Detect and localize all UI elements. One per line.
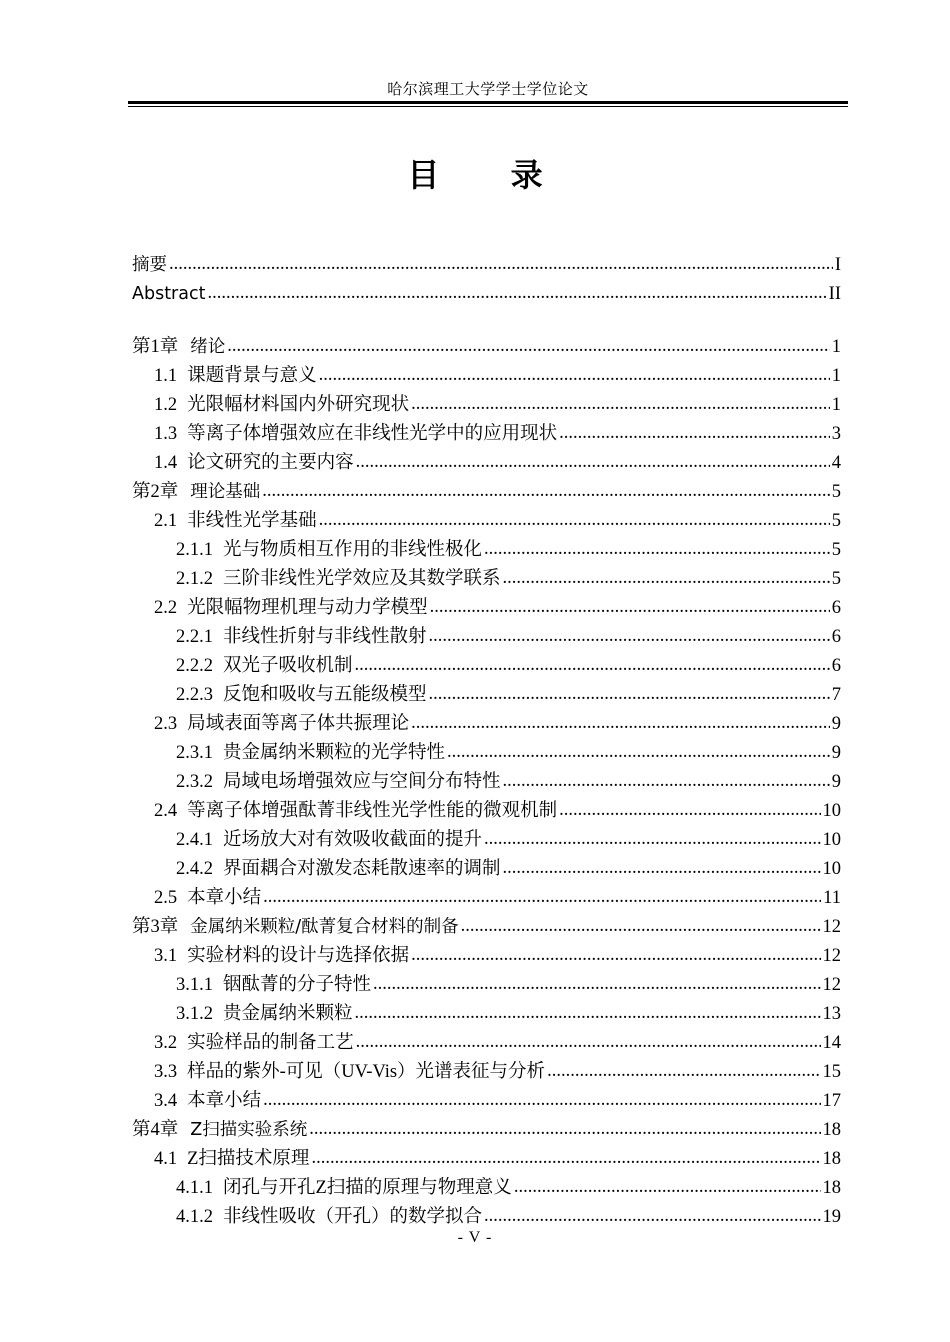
toc-entry-page: I (834, 255, 841, 275)
toc-entry-page: 14 (822, 1033, 841, 1053)
toc-entry-number: 2.2.2 (176, 656, 213, 676)
toc-entry-number: 3.1 (154, 946, 178, 966)
toc-entry-label (154, 1029, 354, 1058)
dot-leader (263, 1086, 820, 1115)
toc-entry[interactable] (132, 971, 841, 1000)
toc-entry-page: 3 (831, 424, 841, 444)
toc-entry-label (154, 884, 261, 913)
toc-entry-number: 4.1.1 (176, 1178, 213, 1198)
toc-entry-number: 3.2 (154, 1033, 178, 1053)
dot-leader (461, 912, 821, 941)
toc-entry-label (132, 251, 167, 280)
dot-leader (356, 448, 830, 477)
toc-entry[interactable] (132, 768, 841, 797)
header-rule-thick (128, 101, 848, 104)
page-number: - V - (457, 1229, 493, 1246)
toc-entry-label (176, 826, 482, 855)
toc-entry[interactable] (132, 710, 841, 739)
toc-entry-title: 光限幅材料国内外研究现状 (187, 395, 410, 415)
dot-leader (373, 970, 820, 999)
dot-leader (429, 680, 830, 709)
toc-entry-label (132, 1116, 307, 1145)
dot-leader (484, 1202, 820, 1231)
dot-leader (411, 709, 830, 738)
toc-entry-number: 2.3.2 (176, 772, 213, 792)
toc-entry[interactable] (132, 1145, 841, 1174)
toc-entry-title: 等离子体增强酞菁非线性光学性能的微观机制 (187, 801, 558, 821)
toc-entry-number: 2.4 (154, 801, 178, 821)
toc-entry[interactable] (132, 623, 841, 652)
toc-entry[interactable] (132, 362, 841, 391)
dot-leader (356, 1028, 821, 1057)
dot-leader (484, 535, 830, 564)
toc-entry-page: 10 (822, 801, 841, 821)
toc-entry[interactable] (132, 565, 841, 594)
toc-entry-title: 实验样品的制备工艺 (187, 1033, 354, 1053)
toc-entry-page: 5 (831, 569, 841, 589)
toc-entry[interactable] (132, 681, 841, 710)
dot-leader (514, 1173, 821, 1202)
toc-entry-page: 18 (822, 1120, 841, 1140)
dot-leader (207, 279, 826, 308)
toc-entry-page: 1 (831, 366, 841, 386)
toc-entry-label (154, 1145, 309, 1174)
dot-leader (355, 999, 821, 1028)
toc-entry-page: 17 (822, 1091, 841, 1111)
toc-entry-label (176, 768, 501, 797)
toc-entry-page: 5 (831, 540, 841, 560)
toc-entry[interactable] (132, 1174, 841, 1203)
dot-leader (263, 883, 821, 912)
toc-entry-label (132, 280, 205, 309)
toc-entry-title: 界面耦合对激发态耗散速率的调制 (223, 859, 501, 879)
toc-entry-page: 13 (822, 1004, 841, 1024)
toc-entry-label (176, 652, 353, 681)
toc-entry-label (132, 478, 260, 507)
toc-entry-title: 论文研究的主要内容 (187, 453, 354, 473)
toc-entry-label (154, 420, 557, 449)
toc-entry[interactable] (132, 594, 841, 623)
toc-entry-page: 9 (831, 743, 841, 763)
dot-leader (319, 361, 830, 390)
toc-entry-page: 5 (831, 511, 841, 531)
header-rule-thin (128, 106, 848, 107)
toc-entry-number: 3.1.2 (176, 1004, 213, 1024)
toc-entry[interactable] (132, 280, 841, 309)
dot-leader (311, 1144, 820, 1173)
toc-entry-number: 2.1 (154, 511, 178, 531)
dot-leader (503, 854, 821, 883)
toc-entry-page: 12 (822, 946, 841, 966)
toc-entry[interactable] (132, 420, 841, 449)
toc-entry-number: 3.3 (154, 1062, 178, 1082)
toc-entry-number: 2.2.1 (176, 627, 213, 647)
toc-entry-number: 1.2 (154, 395, 178, 415)
toc-entry-label (132, 913, 459, 942)
toc-entry-title: Z扫描技术原理 (187, 1149, 310, 1169)
toc-entry[interactable] (132, 478, 841, 507)
dot-leader (484, 825, 820, 854)
toc-entry-label (154, 594, 428, 623)
toc-entry-page: 5 (831, 482, 841, 502)
dot-leader (411, 390, 830, 419)
toc-entry-page: 6 (831, 656, 841, 676)
dot-leader (447, 738, 830, 767)
toc-entry-page: 19 (822, 1207, 841, 1227)
toc-entry-page: 10 (822, 830, 841, 850)
dot-leader (309, 1115, 820, 1144)
toc-entry-number: 2.4.2 (176, 859, 213, 879)
toc-entry-label (176, 855, 501, 884)
toc-entry-number: 2.2.3 (176, 685, 213, 705)
toc-entry-title: 局域表面等离子体共振理论 (187, 714, 410, 734)
toc-entry-number: 第1章 (132, 337, 179, 357)
toc-entry-page: 11 (823, 888, 841, 908)
toc-entry-page: II (828, 284, 841, 304)
toc-entry[interactable] (132, 391, 841, 420)
dot-leader (430, 593, 830, 622)
toc-entry-title: Abstract (132, 284, 206, 304)
toc-entry-title: 摘要 (132, 255, 167, 275)
dot-leader (227, 332, 829, 361)
dot-leader (559, 796, 820, 825)
toc-entry[interactable] (132, 536, 841, 565)
toc-entry-title: 贵金属纳米颗粒的光学特性 (223, 743, 446, 763)
toc-entry[interactable] (132, 251, 841, 280)
toc-entry-page: 15 (822, 1062, 841, 1082)
toc-entry-label (176, 565, 501, 594)
toc-entry-label (176, 681, 427, 710)
toc-entry-label (176, 1000, 353, 1029)
toc-entry-label (176, 536, 482, 565)
toc-entry-title: 等离子体增强效应在非线性光学中的应用现状 (187, 424, 558, 444)
toc-entry[interactable] (132, 855, 841, 884)
toc-entry-title: 理论基础 (190, 482, 261, 502)
dot-leader (169, 250, 833, 279)
toc-entry[interactable] (132, 652, 841, 681)
toc-entry-title: Z扫描实验系统 (190, 1120, 308, 1140)
toc-entry-page: 12 (822, 975, 841, 995)
toc-entry[interactable] (132, 1087, 841, 1116)
toc-entry-page: 7 (831, 685, 841, 705)
toc-entry-number: 1.1 (154, 366, 178, 386)
toc-entry-page: 6 (831, 598, 841, 618)
toc-entry-label (154, 391, 409, 420)
dot-leader (411, 941, 820, 970)
toc-entry[interactable] (132, 1029, 841, 1058)
toc-entry-page: 12 (822, 917, 841, 937)
toc-entry-label (176, 971, 371, 1000)
toc-entry-title: 非线性吸收（开孔）的数学拟合 (223, 1207, 483, 1227)
toc-entry-label (154, 1058, 545, 1087)
toc-entry-label (176, 623, 427, 652)
dot-leader (503, 564, 830, 593)
toc-entry-label (154, 797, 557, 826)
dot-leader (503, 767, 830, 796)
toc-entry-number: 第2章 (132, 482, 179, 502)
toc-entry-page: 18 (822, 1149, 841, 1169)
toc-entry-page: 9 (831, 772, 841, 792)
toc-entry-page: 1 (831, 337, 841, 357)
toc-entry[interactable] (132, 942, 841, 971)
toc-entry-number: 2.1.2 (176, 569, 213, 589)
toc-entry-title: 非线性光学基础 (187, 511, 317, 531)
toc-entry-label (154, 449, 354, 478)
toc-entry[interactable] (132, 826, 841, 855)
toc-entry-title: 金属纳米颗粒/酞菁复合材料的制备 (190, 917, 459, 937)
toc-entry-number: 2.5 (154, 888, 178, 908)
toc-entry[interactable] (132, 797, 841, 826)
toc-entry-title: 三阶非线性光学效应及其数学联系 (223, 569, 501, 589)
table-of-contents (132, 251, 841, 1232)
toc-entry[interactable] (132, 333, 841, 362)
toc-entry-number: 1.4 (154, 453, 178, 473)
toc-entry-page: 4 (831, 453, 841, 473)
toc-entry-number: 2.4.1 (176, 830, 213, 850)
toc-entry-number: 第3章 (132, 917, 179, 937)
toc-entry-label (132, 333, 225, 362)
toc-entry[interactable] (132, 1000, 841, 1029)
toc-entry-title: 反饱和吸收与五能级模型 (223, 685, 427, 705)
toc-entry-label (154, 942, 409, 971)
toc-entry[interactable] (132, 1058, 841, 1087)
toc-entry-number: 2.3 (154, 714, 178, 734)
toc-entry-label (176, 1174, 512, 1203)
page-title: 目 录 (407, 156, 573, 194)
toc-entry-number: 3.4 (154, 1091, 178, 1111)
toc-entry-label (154, 362, 317, 391)
toc-entry-title: 绪论 (190, 337, 226, 357)
toc-entry-number: 1.3 (154, 424, 178, 444)
toc-entry-label (154, 710, 409, 739)
dot-leader (319, 506, 830, 535)
toc-entry-title: 闭孔与开孔Z扫描的原理与物理意义 (223, 1178, 512, 1198)
toc-entry-title: 近场放大对有效吸收截面的提升 (223, 830, 483, 850)
toc-entry-title: 本章小结 (187, 888, 262, 908)
toc-entry-title: 贵金属纳米颗粒 (223, 1004, 353, 1024)
dot-leader (429, 622, 830, 651)
toc-entry-page: 10 (822, 859, 841, 879)
toc-entry-label (176, 739, 445, 768)
toc-entry[interactable] (132, 1116, 841, 1145)
toc-entry-number: 2.3.1 (176, 743, 213, 763)
toc-entry-page: 1 (831, 395, 841, 415)
toc-entry-label (176, 1203, 482, 1232)
toc-entry[interactable] (132, 507, 841, 536)
toc-entry-number: 4.1 (154, 1149, 178, 1169)
dot-leader (559, 419, 830, 448)
toc-entry-title: 课题背景与意义 (187, 366, 317, 386)
toc-entry-title: 铟酞菁的分子特性 (223, 975, 372, 995)
toc-entry-title: 实验材料的设计与选择依据 (187, 946, 410, 966)
toc-entry-page: 9 (831, 714, 841, 734)
toc-entry-page: 6 (831, 627, 841, 647)
running-header: 哈尔滨理工大学学士学位论文 (387, 82, 589, 98)
toc-entry-number: 第4章 (132, 1120, 179, 1140)
toc-entry-number: 2.1.1 (176, 540, 213, 560)
toc-entry-label (154, 1087, 261, 1116)
toc-entry-number: 2.2 (154, 598, 178, 618)
toc-entry[interactable] (132, 884, 841, 913)
toc-entry-title: 局域电场增强效应与空间分布特性 (223, 772, 501, 792)
toc-entry-title: 光限幅物理机理与动力学模型 (187, 598, 428, 618)
toc-entry[interactable] (132, 913, 841, 942)
dot-leader (262, 477, 829, 506)
toc-entry[interactable] (132, 449, 841, 478)
toc-entry-title: 非线性折射与非线性散射 (223, 627, 427, 647)
toc-entry-title: 样品的紫外-可见（UV-Vis）光谱表征与分析 (187, 1062, 546, 1082)
toc-entry-title: 光与物质相互作用的非线性极化 (223, 540, 483, 560)
dot-leader (355, 651, 830, 680)
toc-entry-title: 双光子吸收机制 (223, 656, 353, 676)
toc-entry-page: 18 (822, 1178, 841, 1198)
toc-entry[interactable] (132, 1203, 841, 1232)
toc-entry-title: 本章小结 (187, 1091, 262, 1111)
toc-entry-number: 3.1.1 (176, 975, 213, 995)
dot-leader (547, 1057, 820, 1086)
toc-entry-number: 4.1.2 (176, 1207, 213, 1227)
toc-entry[interactable] (132, 739, 841, 768)
toc-entry-label (154, 507, 317, 536)
